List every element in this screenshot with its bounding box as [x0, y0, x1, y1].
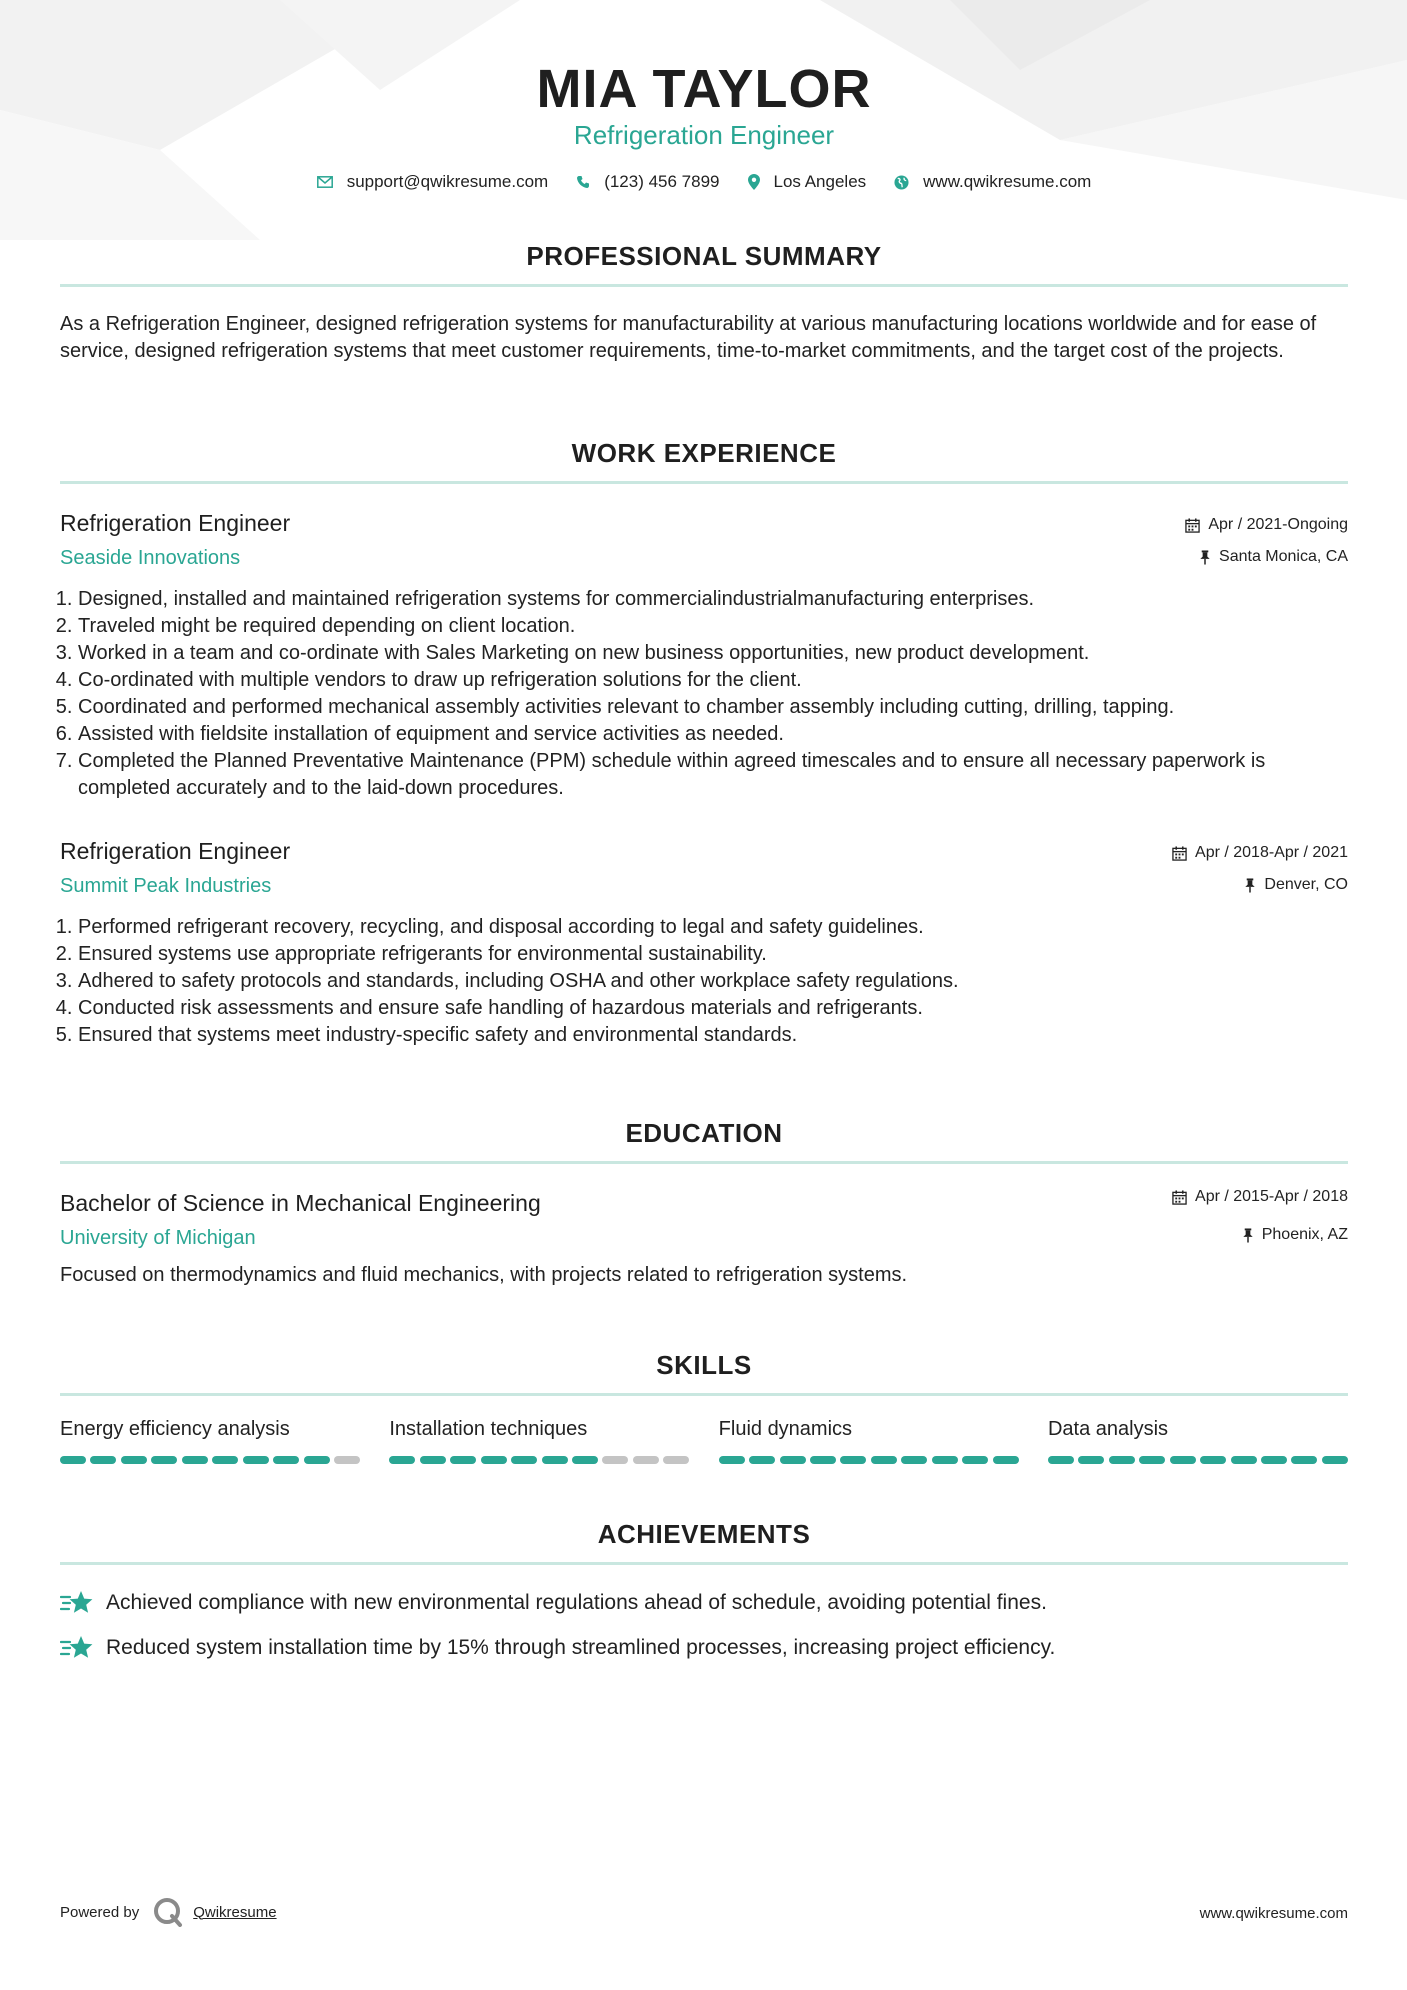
calendar-icon: [1185, 518, 1200, 533]
skills-heading: SKILLS: [656, 1350, 752, 1380]
job-dates: [1185, 516, 1348, 534]
powered-by-label: Powered by: [60, 1903, 140, 1921]
skill-name: Data analysis: [1047, 1418, 1169, 1440]
summary-divider: [60, 284, 1348, 287]
skill-segment-filled: [389, 1456, 415, 1464]
contact-website[interactable]: [894, 172, 1091, 192]
list-item: 1. Performed refrigerant recovery, recycling, and disposal according to legal and safety guidelines.: [78, 914, 1348, 941]
skill-segment-filled: [481, 1456, 507, 1464]
skill-segment-filled: [840, 1456, 866, 1464]
skill-segment-filled: [719, 1456, 745, 1464]
skill-segment-filled: [420, 1456, 446, 1464]
job-bullets: [60, 586, 1348, 802]
education-dates: [1172, 1188, 1348, 1206]
job-location-text: Denver, CO: [1264, 876, 1348, 893]
pushpin-icon: [1242, 1228, 1254, 1243]
summary-heading: PROFESSIONAL SUMMARY: [526, 241, 882, 271]
skill-segment-filled: [1291, 1456, 1317, 1464]
list-item: 6. Assisted with fieldsite installation of equipment and service activities as needed.: [78, 721, 1348, 748]
skill-segment-filled: [1139, 1456, 1165, 1464]
star-icon: [60, 1634, 94, 1662]
skill-segment-empty: [334, 1456, 360, 1464]
resume-page: [60, 0, 1348, 1990]
contact-website-text: www.qwikresume.com: [923, 172, 1092, 191]
job-company: Summit Peak Industries: [60, 875, 272, 897]
phone-icon: [576, 175, 590, 189]
job-location: [1199, 548, 1348, 566]
contact-location-text: Los Angeles: [773, 172, 867, 191]
achievement-item: [60, 1634, 1348, 1662]
list-item: 5. Coordinated and performed mechanical assembly activities relevant to chamber assembly including cutting, drilling, tapping.: [78, 694, 1348, 721]
skill-segment-filled: [121, 1456, 147, 1464]
skill-segment-empty: [602, 1456, 628, 1464]
list-item: 1. Designed, installed and maintained refrigeration systems for commercialindustrialmanufacturing enterprises.: [78, 586, 1348, 613]
achievement-item: [60, 1589, 1348, 1617]
skill-segment-filled: [572, 1456, 598, 1464]
map-pin-icon: [748, 174, 760, 190]
contact-location: [748, 172, 867, 192]
education-description: Focused on thermodynamics and fluid mechanics, with projects related to refrigeration systems.: [60, 1264, 908, 1286]
star-icon: [60, 1589, 94, 1617]
job-dates-text: Apr / 2018-Apr / 2021: [1195, 844, 1348, 861]
skill-segment-filled: [511, 1456, 537, 1464]
education-divider: [60, 1161, 1348, 1164]
skill-segment-empty: [663, 1456, 689, 1464]
education-school: University of Michigan: [60, 1227, 256, 1249]
envelope-icon: [317, 176, 333, 188]
skill-segment-filled: [182, 1456, 208, 1464]
skill-level-bar: [389, 1456, 689, 1464]
skill-segment-filled: [962, 1456, 988, 1464]
job-dates-text: Apr / 2021-Ongoing: [1208, 516, 1348, 533]
skill-segment-filled: [273, 1456, 299, 1464]
job-title: Refrigeration Engineer: [60, 838, 291, 864]
list-item: 5. Ensured that systems meet industry-specific safety and environmental standards.: [78, 1022, 1348, 1049]
job-dates: [1172, 844, 1348, 862]
contact-phone-text: (123) 456 7899: [604, 172, 720, 191]
education-dates-text: Apr / 2015-Apr / 2018: [1195, 1188, 1348, 1205]
education-location-text: Phoenix, AZ: [1261, 1226, 1348, 1243]
experience-heading: WORK EXPERIENCE: [571, 438, 837, 468]
list-item: 4. Conducted risk assessments and ensure safe handling of hazardous materials and refrigerants.: [78, 995, 1348, 1022]
achievement-text: Reduced system installation time by 15% through streamlined processes, increasing project efficiency.: [106, 1636, 1056, 1659]
list-item: 7. Completed the Planned Preventative Maintenance (PPM) schedule within agreed timescales and to ensure all necessary paperwork is completed accurately and to the laid-down procedures.: [78, 748, 1348, 802]
skill-segment-filled: [901, 1456, 927, 1464]
skill-segment-filled: [1231, 1456, 1257, 1464]
qwikresume-logo-icon: [153, 1897, 183, 1927]
achievements-heading: ACHIEVEMENTS: [597, 1519, 811, 1549]
job-company: Seaside Innovations: [60, 547, 241, 569]
education-degree: Bachelor of Science in Mechanical Engineering: [60, 1190, 541, 1216]
education-heading: EDUCATION: [625, 1118, 783, 1148]
list-item: 3. Adhered to safety protocols and standards, including OSHA and other workplace safety regulations.: [78, 968, 1348, 995]
achievements-divider: [60, 1562, 1348, 1565]
skills-divider: [60, 1393, 1348, 1396]
skill-segment-filled: [60, 1456, 86, 1464]
skill-segment-filled: [1109, 1456, 1135, 1464]
skill-segment-filled: [151, 1456, 177, 1464]
skill-segment-filled: [304, 1456, 330, 1464]
list-item: 3. Worked in a team and co-ordinate with Sales Marketing on new business opportunities, new product development.: [78, 640, 1348, 667]
pushpin-icon: [1244, 878, 1256, 893]
list-item: 2. Ensured systems use appropriate refrigerants for environmental sustainability.: [78, 941, 1348, 968]
skill-name: Energy efficiency analysis: [60, 1418, 290, 1440]
job-location-text: Santa Monica, CA: [1219, 548, 1348, 565]
skill-level-bar: [1048, 1456, 1348, 1464]
contact-email[interactable]: [317, 172, 549, 192]
experience-divider: [60, 481, 1348, 484]
job-location: [1244, 876, 1348, 894]
skill-item: [719, 1418, 1019, 1464]
summary-text: As a Refrigeration Engineer, designed refrigeration systems for manufacturability at various manufacturing locations worldwide and for ease of service, designed refrigeration systems that meet customer requirements, time-to-market commitments, and the target cost of the projects.: [60, 313, 1317, 362]
skills-grid: [60, 1418, 1348, 1464]
skill-segment-filled: [1048, 1456, 1074, 1464]
footer-powered-by: [60, 1897, 277, 1927]
job-title: Refrigeration Engineer: [60, 510, 291, 536]
skill-segment-filled: [542, 1456, 568, 1464]
contact-phone[interactable]: [576, 172, 719, 192]
skill-segment-empty: [633, 1456, 659, 1464]
candidate-name: MIA TAYLOR: [536, 59, 872, 119]
skill-segment-filled: [90, 1456, 116, 1464]
job-bullets: [60, 914, 1348, 1049]
education-location: [1242, 1226, 1348, 1244]
skill-segment-filled: [1078, 1456, 1104, 1464]
list-item: 4. Co-ordinated with multiple vendors to draw up refrigeration solutions for the client.: [78, 667, 1348, 694]
candidate-title: Refrigeration Engineer: [573, 120, 835, 150]
globe-icon: [894, 175, 909, 190]
contact-bar: [60, 172, 1348, 192]
skill-segment-filled: [212, 1456, 238, 1464]
calendar-icon: [1172, 846, 1187, 861]
calendar-icon: [1172, 1190, 1187, 1205]
skill-item: [1048, 1418, 1348, 1464]
skill-segment-filled: [1322, 1456, 1348, 1464]
achievement-text: Achieved compliance with new environmental regulations ahead of schedule, avoiding potential fines.: [106, 1591, 1047, 1614]
skill-item: [389, 1418, 689, 1464]
skill-segment-filled: [749, 1456, 775, 1464]
skill-name: Fluid dynamics: [718, 1418, 853, 1440]
skill-segment-filled: [450, 1456, 476, 1464]
skill-segment-filled: [780, 1456, 806, 1464]
skill-segment-filled: [1200, 1456, 1226, 1464]
contact-email-text: support@qwikresume.com: [346, 172, 549, 191]
skill-segment-filled: [871, 1456, 897, 1464]
skill-segment-filled: [1170, 1456, 1196, 1464]
list-item: 2. Traveled might be required depending on client location.: [78, 613, 1348, 640]
brand-link[interactable]: Qwikresume: [193, 1903, 277, 1921]
skill-segment-filled: [993, 1456, 1019, 1464]
pushpin-icon: [1199, 550, 1211, 565]
skill-segment-filled: [1261, 1456, 1287, 1464]
skill-segment-filled: [243, 1456, 269, 1464]
skill-name: Installation techniques: [389, 1418, 588, 1440]
skill-level-bar: [719, 1456, 1019, 1464]
skill-level-bar: [60, 1456, 360, 1464]
skill-item: [60, 1418, 360, 1464]
skill-segment-filled: [932, 1456, 958, 1464]
skill-segment-filled: [810, 1456, 836, 1464]
footer-website[interactable]: www.qwikresume.com: [1199, 1905, 1348, 1922]
